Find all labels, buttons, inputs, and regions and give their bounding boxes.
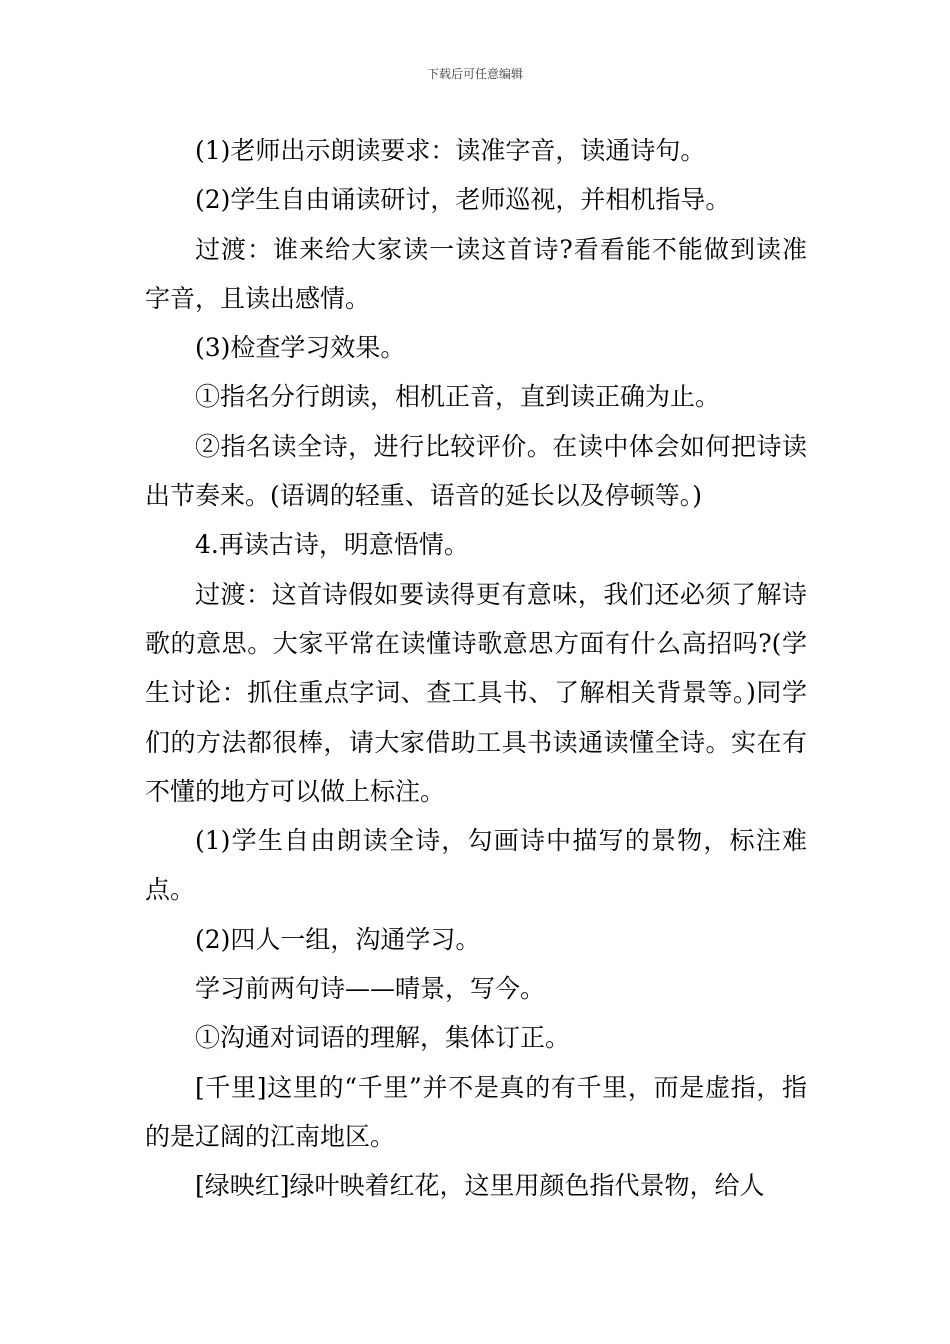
paragraph: ①指名分行朗读，相机正音，直到读正确为止。 (195, 382, 721, 412)
paragraph: (1)老师出示朗读要求：读准字音，读通诗句。 (195, 136, 706, 165)
paragraph: [绿映红]绿叶映着红花，这里用颜色指代景物，给人 (195, 1171, 765, 1201)
paragraph: (3)检查学习效果。 (195, 333, 406, 363)
paragraph: [千里]这里的“千里”并不是真的有千里，而是虚指，指的是辽阔的江南地区。 (145, 1072, 807, 1151)
paragraph: (2)四人一组，沟通学习。 (195, 924, 481, 954)
paragraph: 4.再读古诗，明意悟情。 (195, 530, 469, 560)
paragraph: 学习前两句诗——晴景，写今。 (195, 974, 546, 1004)
paragraph: (1)学生自由朗读全诗，勾画诗中描写的景物，标注难点。 (145, 826, 807, 905)
paragraph: 过渡：这首诗假如要读得更有意味，我们还必须了解诗歌的意思。大家平常在读懂诗歌意思方面有什么高招吗?(学生讨论：抓住重点字词、查工具书、了解相关背景等。)同学们的方法都很棒，请大家借助工具书读通读懂全诗。实在有不懂的地方可以做上标注。 (145, 579, 807, 806)
page-header: 下载后可任意编辑 (426, 67, 523, 81)
document-body (145, 126, 807, 1211)
paragraph: ②指名读全诗，进行比较评价。在读中体会如何把诗读出节奏来。(语调的轻重、语音的延长以及停顿等。) (145, 431, 807, 511)
paragraph: ①沟通对词语的理解，集体订正。 (195, 1023, 571, 1053)
paragraph: (2)学生自由诵读研讨，老师巡视，并相机指导。 (195, 185, 731, 215)
paragraph: 过渡：谁来给大家读一读这首诗?看看能不能做到读准字音，且读出感情。 (145, 234, 807, 313)
